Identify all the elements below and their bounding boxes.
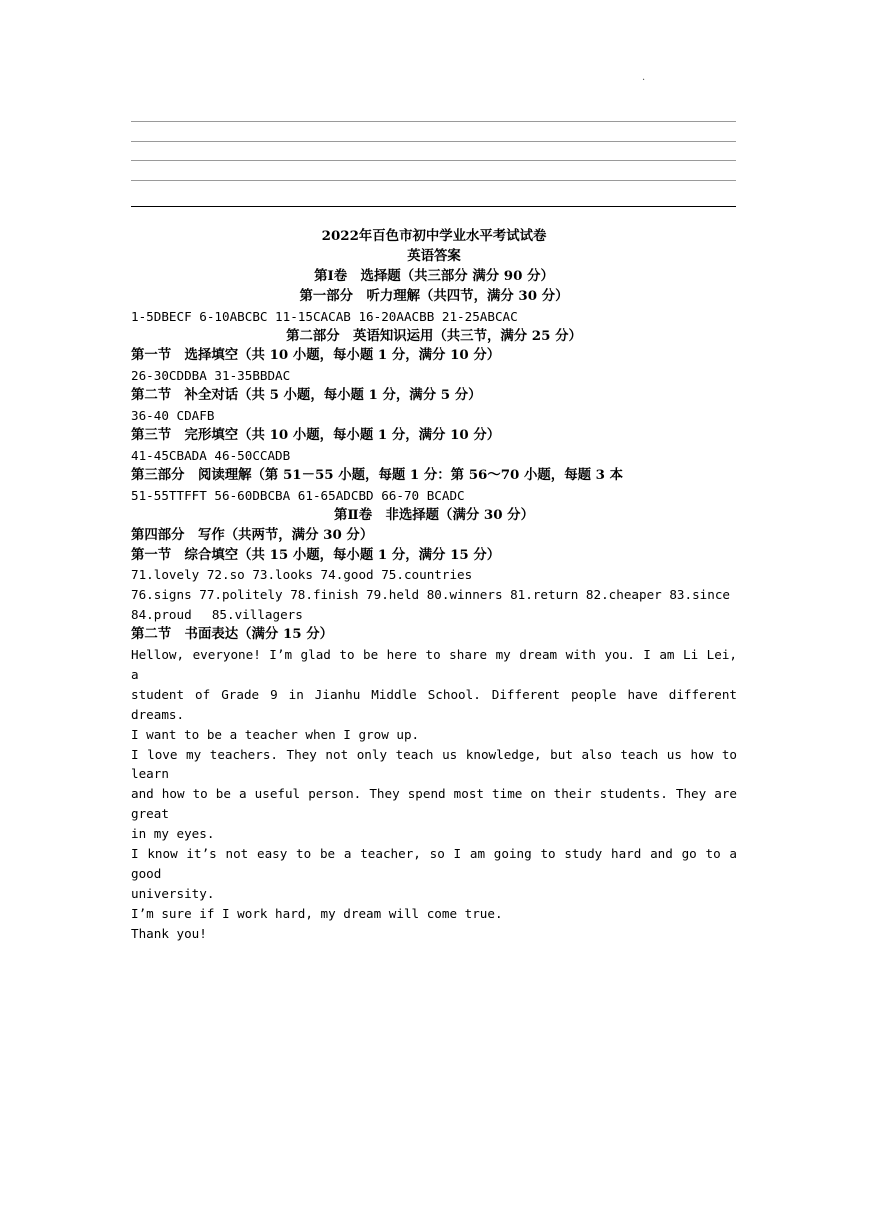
writing-section-2-heading: 第二节 书面表达（满分 15 分）: [131, 626, 334, 643]
blank-line-2: [131, 141, 736, 142]
answer-document: [131, 227, 737, 944]
volume-1-heading: 第Ⅰ卷 选择题（共三部分 满分 90 分）: [314, 267, 554, 284]
header-divider: [131, 206, 736, 207]
writing-section-1-heading: 第一节 综合填空（共 15 小题，每小题 1 分，满分 15 分）: [131, 546, 501, 563]
document-subtitle: 英语答案: [407, 247, 461, 264]
part-2-heading: 第二部分 英语知识运用（共三节，满分 25 分）: [286, 327, 582, 344]
essay-line: I’m sure if I work hard, my dream will come true.: [131, 905, 503, 921]
document-title: 2022年百色市初中学业水平考试试卷: [321, 228, 547, 244]
answers-84-85: 84.proud 85.villagers: [131, 607, 303, 623]
blank-line-1: [131, 121, 736, 122]
answers-36-40: 36-40 CDAFB: [131, 408, 215, 424]
blank-line-4: [131, 180, 736, 181]
part-1-heading: 第一部分 听力理解（共四节，满分 30 分）: [299, 287, 569, 304]
section-2-heading: 第二节 补全对话（共 5 小题，每小题 1 分，满分 5 分）: [131, 387, 482, 404]
header-mark: ·: [642, 75, 646, 86]
essay-line: student of Grade 9 in Jianhu Middle School. Different people have different dreams.: [131, 686, 737, 722]
answers-76-83: 76.signs 77.politely 78.finish 79.held 80.winners 81.return 82.cheaper 83.since: [131, 587, 730, 603]
essay-line: I want to be a teacher when I grow up.: [131, 726, 420, 742]
model-essay: [131, 645, 737, 944]
volume-2-heading: 第Ⅱ卷 非选择题（满分 30 分）: [334, 506, 534, 523]
essay-line: Hellow, everyone! I’m glad to be here to share my dream with you. I am Li Lei, a: [131, 647, 737, 682]
part-3-heading: 第三部分 阅读理解（第 51－55 小题，每题 1 分：第 56～70 小题，每题 3 本: [131, 466, 624, 483]
answers-1-25: 1-5DBECF 6-10ABCBC 11-15CACAB 16-20AACBB 21-25ABCAC: [131, 308, 518, 324]
part-4-heading: 第四部分 写作（共两节，满分 30 分）: [131, 526, 374, 543]
answers-26-35: 26-30CDDBA 31-35BBDAC: [131, 368, 291, 384]
blank-line-3: [131, 160, 736, 161]
answers-51-70: 51-55TTFFT 56-60DBCBA 61-65ADCBD 66-70 BCADC: [131, 487, 465, 503]
section-1-heading: 第一节 选择填空（共 10 小题，每小题 1 分，满分 10 分）: [131, 347, 501, 364]
essay-line: university.: [131, 885, 215, 901]
essay-line: and how to be a useful person. They spend most time on their students. They are great: [131, 786, 737, 822]
essay-line: I love my teachers. They not only teach us knowledge, but also teach us how to learn: [131, 746, 737, 782]
section-3-heading: 第三节 完形填空（共 10 小题，每小题 1 分，满分 10 分）: [131, 427, 501, 444]
essay-line: in my eyes.: [131, 826, 215, 842]
answers-71-75: 71.lovely 72.so 73.looks 74.good 75.countries: [131, 567, 473, 583]
answers-41-50: 41-45CBADA 46-50CCADB: [131, 447, 291, 463]
essay-line: Thank you!: [131, 925, 207, 941]
essay-line: I know it’s not easy to be a teacher, so I am going to study hard and go to a good: [131, 846, 737, 881]
